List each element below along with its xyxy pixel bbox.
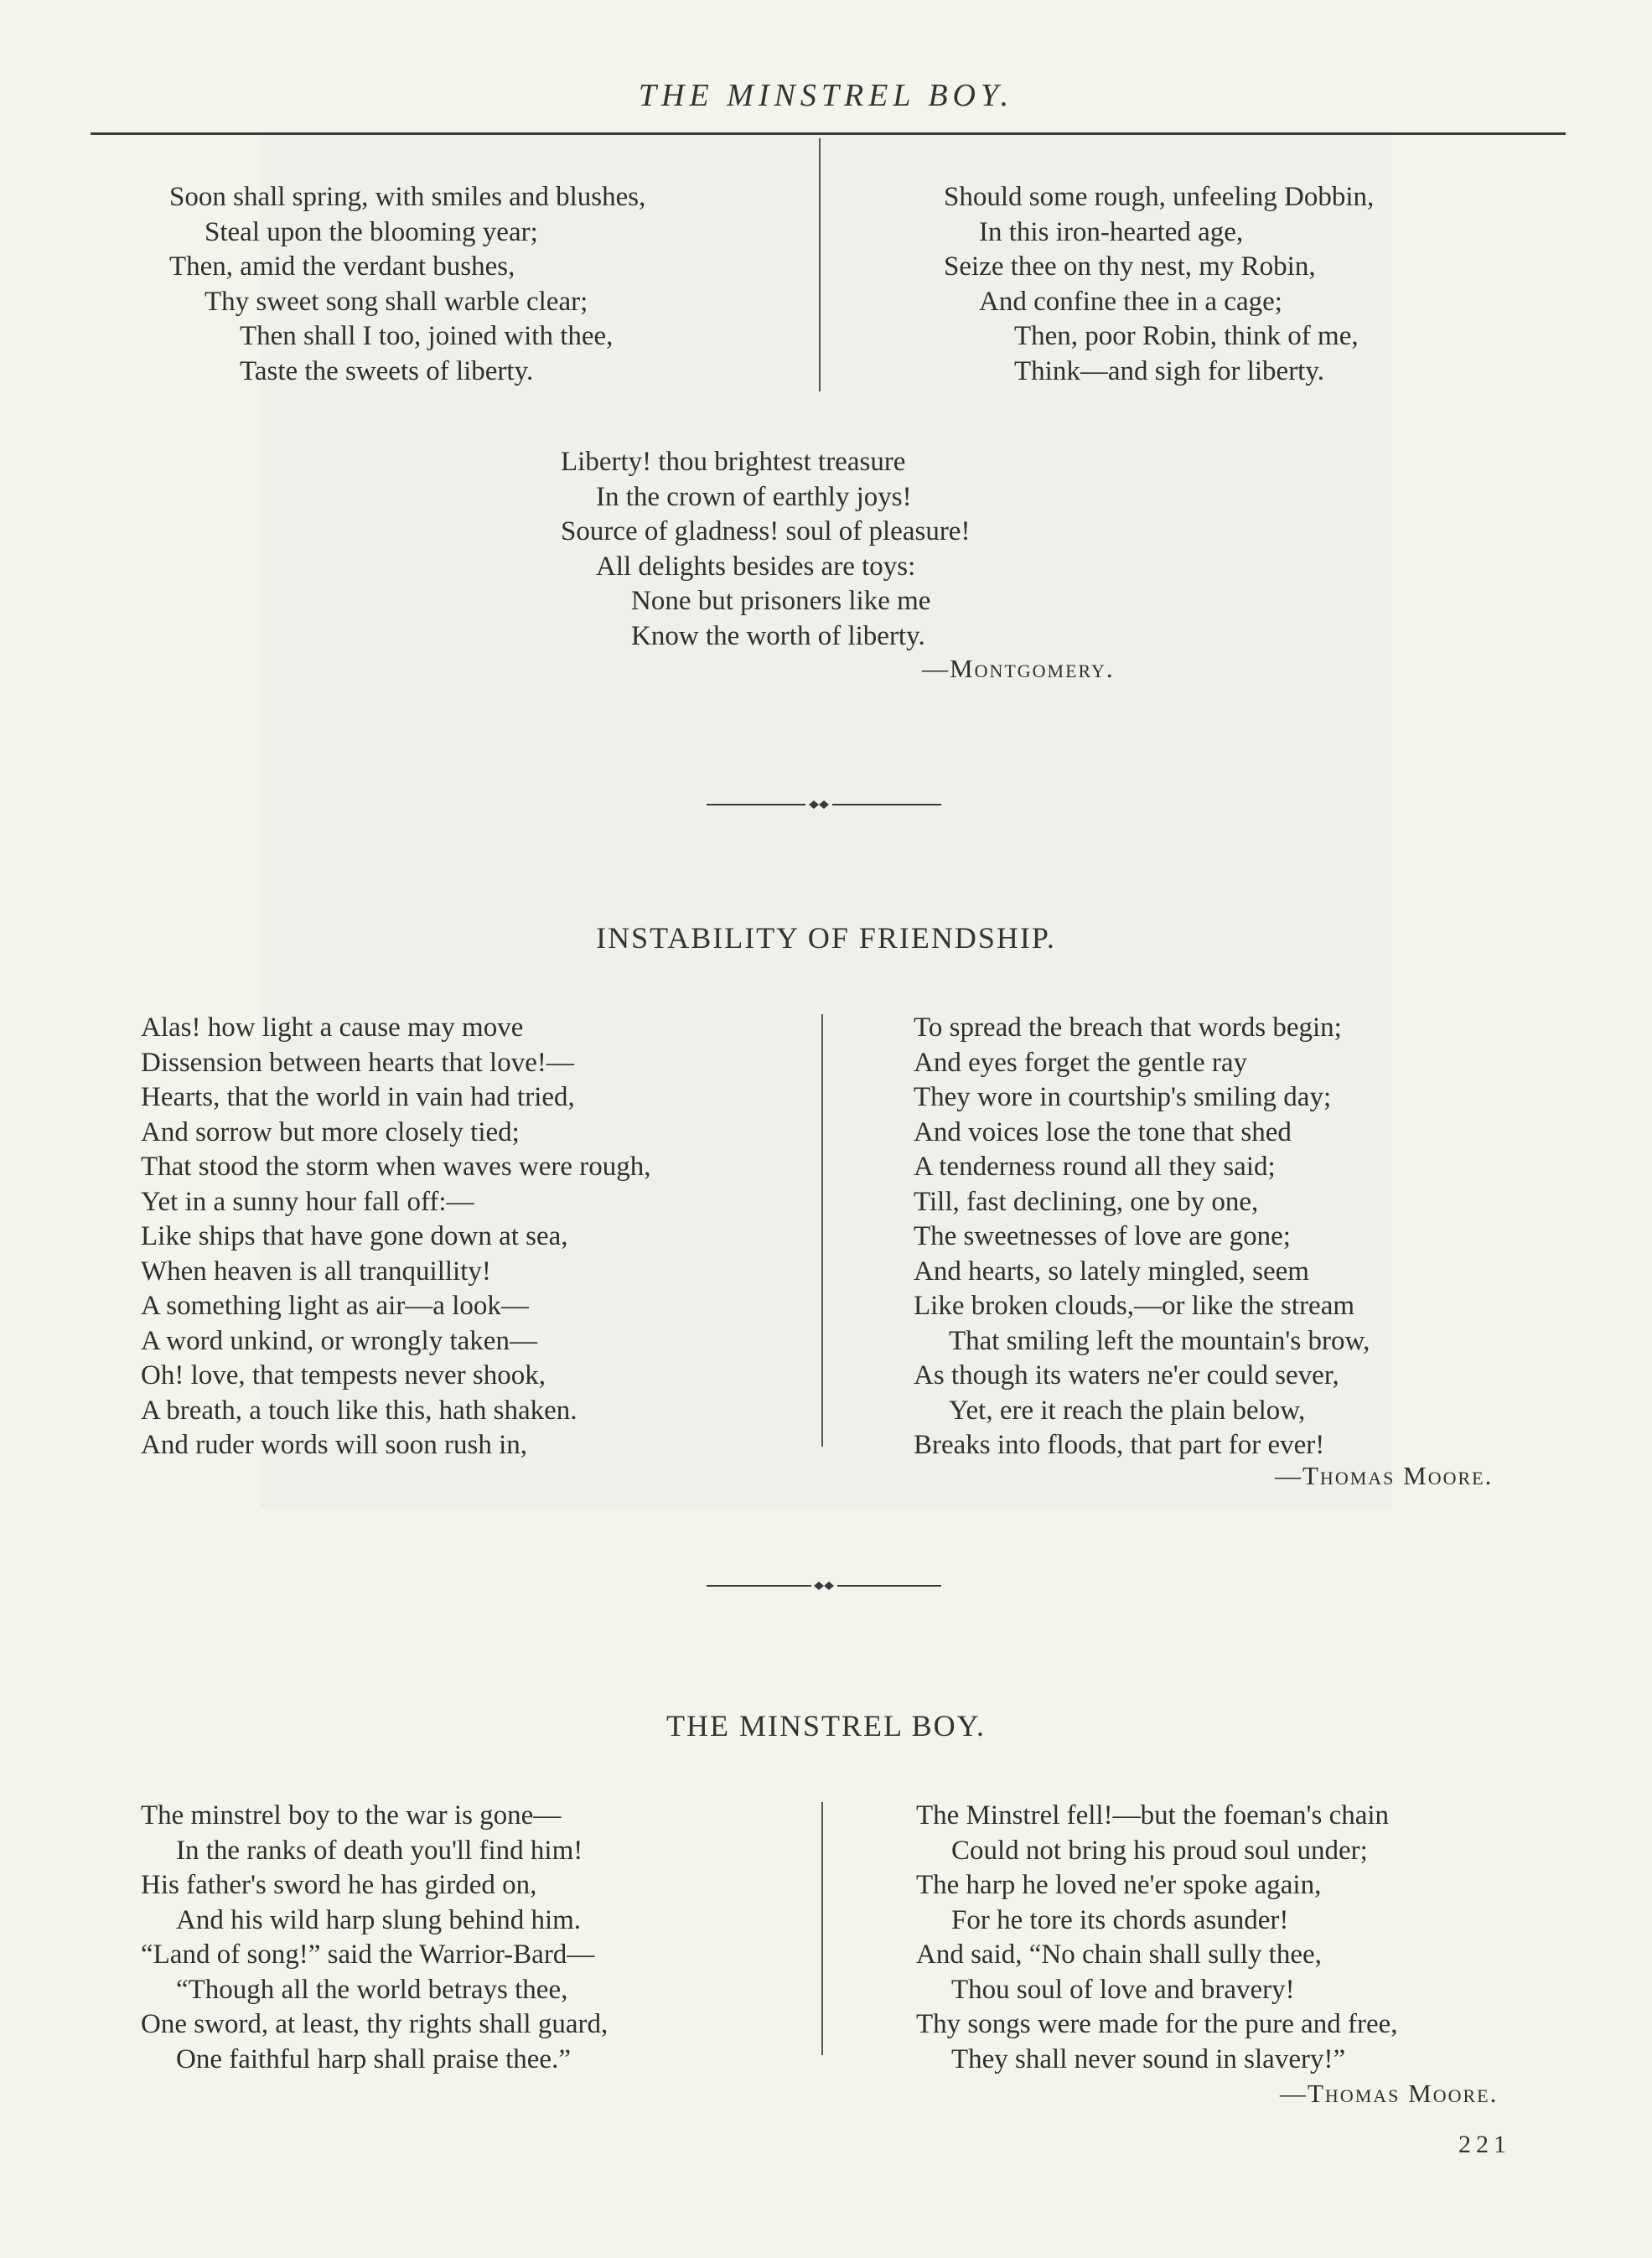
poem2-right-column (914, 1011, 1370, 1463)
poem2-left-column (141, 1011, 651, 1463)
verse-line: Oh! love, that tempests never shook, (141, 1360, 546, 1391)
verse-line: In the ranks of death you'll find him! (176, 1835, 583, 1866)
verse-line: That stood the storm when waves were rough, (141, 1152, 651, 1182)
poem2-attribution: —Thomas Moore. (1275, 1461, 1494, 1490)
verse-line: And ruder words will soon rush in, (141, 1430, 528, 1460)
verse-line: None but prisoners like me (631, 586, 931, 616)
poem3-column-rule (821, 1802, 823, 2055)
verse-line: And sorrow but more closely tied; (141, 1116, 520, 1147)
verse-line: One faithful harp shall praise thee.” (176, 2043, 571, 2074)
verse-line: The minstrel boy to the war is gone— (141, 1800, 562, 1831)
poem3-attribution: —Thomas Moore. (1280, 2079, 1499, 2108)
verse-line: The sweetnesses of love are gone; (914, 1221, 1291, 1251)
verse-line: Till, fast declining, one by one, (914, 1186, 1259, 1217)
verse-line: Hearts, that the world in vain had tried, (141, 1082, 575, 1112)
verse-line: All delights besides are toys: (596, 551, 916, 582)
poem1-column-rule (819, 138, 821, 391)
poem1-center-stanza (561, 445, 970, 654)
verse-line: When heaven is all tranquillity! (141, 1256, 491, 1287)
verse-line: That smiling left the mountain's brow, (949, 1325, 1370, 1356)
verse-line: The harp he loved ne'er spoke again, (916, 1870, 1322, 1900)
verse-line: A word unkind, or wrongly taken— (141, 1325, 537, 1356)
verse-line: To spread the breach that words begin; (914, 1012, 1342, 1043)
running-head: THE MINSTREL BOY. (638, 78, 1014, 113)
verse-line: Thou soul of love and bravery! (951, 1974, 1295, 2005)
poem3-title: THE MINSTREL BOY. (665, 1709, 986, 1743)
verse-line: Then, poor Robin, think of me, (1014, 321, 1359, 351)
verse-line: As though its waters ne'er could sever, (914, 1360, 1339, 1391)
verse-line: Thy songs were made for the pure and free, (916, 2009, 1398, 2039)
verse-line: Breaks into floods, that part for ever! (914, 1430, 1325, 1460)
verse-line: And his wild harp slung behind him. (176, 1904, 582, 1935)
verse-line: Dissension between hearts that love!— (141, 1047, 574, 1078)
verse-line: “Though all the world betrays thee, (176, 1974, 568, 2005)
verse-line: A something light as air—a look— (141, 1291, 529, 1321)
verse-line: The Minstrel fell!—but the foeman's chain (916, 1800, 1390, 1831)
section-ornament (707, 796, 941, 813)
verse-line: In the crown of earthly joys! (596, 481, 912, 512)
verse-line: Like broken clouds,—or like the stream (914, 1291, 1355, 1321)
verse-line: His father's sword he has girded on, (141, 1870, 537, 1900)
verse-line: Could not bring his proud soul under; (951, 1835, 1368, 1866)
verse-line: Seize thee on thy nest, my Robin, (944, 251, 1316, 282)
page-number: 221 (1458, 2131, 1511, 2158)
verse-line: Thy sweet song shall warble clear; (205, 286, 588, 317)
verse-line: Yet, ere it reach the plain below, (949, 1395, 1306, 1426)
verse-line: Should some rough, unfeeling Dobbin, (944, 182, 1375, 212)
verse-line: They wore in courtship's smiling day; (914, 1082, 1332, 1112)
verse-line: Steal upon the blooming year; (205, 216, 538, 247)
verse-line: And confine thee in a cage; (979, 286, 1282, 317)
poem1-right-stanza (944, 180, 1374, 389)
verse-line: Yet in a sunny hour fall off:— (141, 1186, 474, 1217)
section-ornament (707, 1577, 941, 1594)
verse-line: Alas! how light a cause may move (141, 1012, 524, 1043)
verse-line: “Land of song!” said the Warrior-Bard— (141, 1939, 595, 1970)
header-rule (91, 132, 1566, 135)
verse-line: Know the worth of liberty. (631, 620, 925, 651)
poem3-right-column (916, 1799, 1398, 2077)
verse-line: And eyes forget the gentle ray (914, 1047, 1247, 1078)
verse-line: Then shall I too, joined with thee, (240, 321, 614, 351)
verse-line: For he tore its chords asunder! (951, 1904, 1289, 1935)
verse-line: Source of gladness! soul of pleasure! (561, 516, 971, 546)
poem1-attribution: —Montgomery. (922, 654, 1115, 683)
verse-line: A breath, a touch like this, hath shaken. (141, 1395, 577, 1426)
verse-line: A tenderness round all they said; (914, 1152, 1276, 1182)
verse-line: Liberty! thou brightest treasure (561, 447, 906, 477)
verse-line: One sword, at least, thy rights shall guard, (141, 2009, 608, 2039)
verse-line: Then, amid the verdant bushes, (169, 251, 515, 282)
verse-line: Taste the sweets of liberty. (240, 355, 534, 386)
poem3-left-column (141, 1799, 608, 2077)
verse-line: Like ships that have gone down at sea, (141, 1221, 568, 1251)
verse-line: And said, “No chain shall sully thee, (916, 1939, 1322, 1970)
verse-line: They shall never sound in slavery!” (951, 2043, 1346, 2074)
poem1-left-stanza (169, 180, 645, 389)
verse-line: Soon shall spring, with smiles and blushes, (169, 182, 646, 212)
poem2-title: INSTABILITY OF FRIENDSHIP. (596, 921, 1056, 955)
verse-line: In this iron-hearted age, (979, 216, 1244, 247)
poem2-column-rule (821, 1014, 823, 1447)
verse-line: And voices lose the tone that shed (914, 1116, 1292, 1147)
verse-line: And hearts, so lately mingled, seem (914, 1256, 1309, 1287)
verse-line: Think—and sigh for liberty. (1014, 355, 1324, 386)
